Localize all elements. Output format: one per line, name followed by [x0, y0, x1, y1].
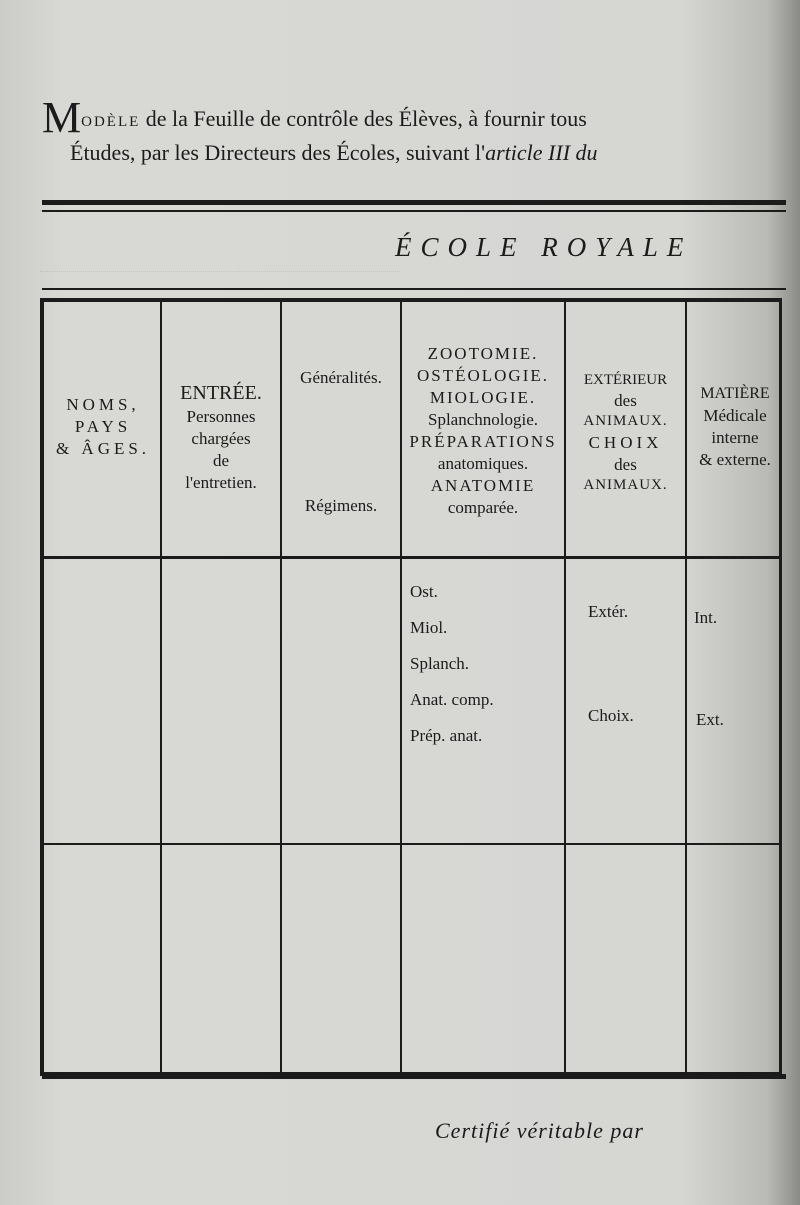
entry-osteologie: Ost. — [410, 582, 438, 601]
header-text: ENTRÉE. — [180, 381, 262, 404]
title2-main: Études, par les Directeurs des Écoles, suivant l' — [70, 140, 486, 165]
header-text: comparée. — [447, 498, 519, 518]
header-cell-matiere — [687, 358, 783, 498]
column-divider — [280, 302, 282, 1072]
title-smallcaps: odèle — [81, 106, 141, 131]
header-text: Régimens. — [304, 495, 378, 515]
entry-externe: Ext. — [696, 710, 724, 729]
mid-rule-thin — [42, 288, 786, 290]
entry-miologie: Miol. — [410, 618, 448, 637]
entry-anatomie-comparee: Anat. comp. — [410, 690, 494, 709]
header-text: Personnes — [186, 406, 256, 426]
header-text: & externe. — [699, 450, 771, 470]
header-text: interne — [711, 428, 759, 448]
control-sheet-table — [40, 298, 782, 1076]
header-text: des — [614, 454, 637, 474]
top-rule-thin — [42, 210, 786, 212]
header-text: PAYS — [74, 416, 132, 436]
header-text: MATIÈRE — [700, 385, 770, 403]
title-dropcap: M — [42, 93, 82, 142]
header-text: l'entretien. — [185, 473, 257, 493]
header-cell-generalites — [282, 358, 400, 398]
school-name: ÉCOLE ROYALE — [395, 232, 693, 262]
entry-preparations-anatomiques: Prép. anat. — [410, 726, 483, 745]
header-text: OSTÉOLOGIE. — [416, 365, 549, 385]
header-text: MIOLOGIE. — [429, 387, 537, 407]
header-text: de — [212, 451, 230, 470]
header-text: Splanchnologie. — [427, 409, 538, 429]
header-text: ANIMAUX. — [583, 476, 668, 493]
header-cell-zootomie — [402, 320, 564, 542]
title2-italic: article III du — [485, 140, 598, 165]
header-text: des — [614, 391, 637, 411]
header-text: ANATOMIE — [430, 476, 536, 496]
header-cell-exterieur — [566, 338, 685, 528]
bleed-through-texture — [40, 210, 400, 272]
header-text: ZOOTOMIE. — [427, 343, 539, 363]
header-text: PRÉPARATIONS — [409, 432, 557, 451]
header-text: anatomiques. — [437, 454, 529, 474]
header-text: EXTÉRIEUR — [583, 371, 668, 388]
title-rest: de la Feuille de contrôle des Élèves, à fournir tous — [140, 106, 587, 131]
header-text: NOMS, — [66, 394, 140, 414]
header-cell-entree — [162, 352, 280, 522]
entry-exterieur: Extér. — [588, 602, 629, 621]
entry-interne: Int. — [694, 608, 718, 627]
header-cell-noms — [46, 352, 160, 502]
bottom-rule-thick — [42, 1074, 786, 1079]
header-text: Généralités. — [300, 367, 382, 387]
entry-splanchnologie: Splanch. — [410, 654, 470, 673]
header-text: chargées — [191, 428, 251, 448]
document-title-line-1 — [42, 93, 587, 142]
header-text: Médicale — [703, 406, 767, 426]
document-title-line-2 — [70, 140, 598, 166]
top-rule-thick — [42, 200, 786, 205]
header-text: & ÂGES. — [55, 439, 151, 459]
row-divider — [44, 843, 779, 845]
header-cell-regimens — [282, 488, 400, 524]
certification-text: Certifié véritable par — [435, 1118, 644, 1143]
header-divider — [44, 556, 779, 559]
entry-choix: Choix. — [588, 706, 634, 725]
header-text: ANIMAUX. — [583, 413, 668, 430]
header-text: CHOIX — [588, 432, 663, 452]
